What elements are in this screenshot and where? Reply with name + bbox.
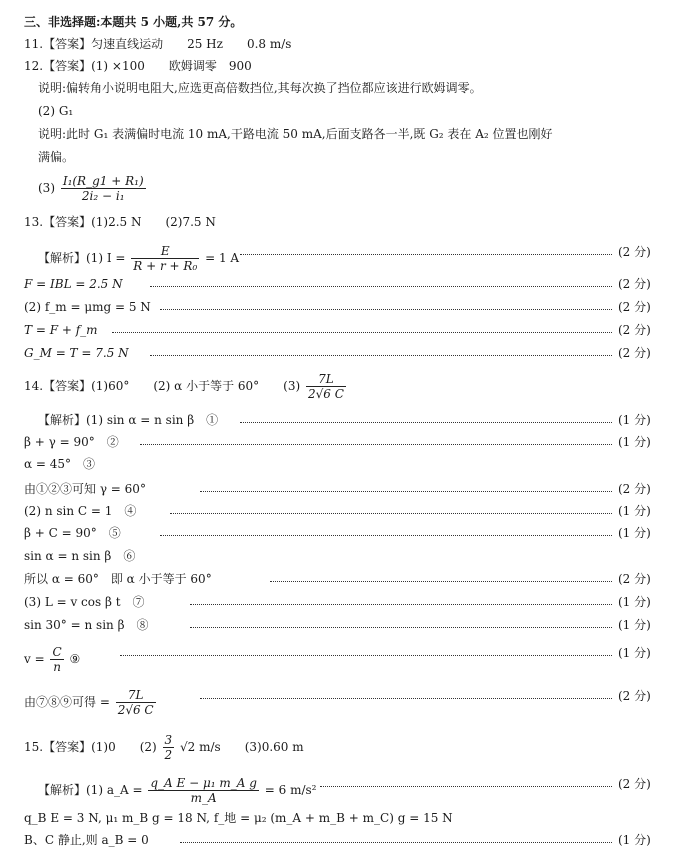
q14-line-4-text: 由①②③可知 γ = 60°	[24, 481, 150, 497]
q15-line-2: q_B E = 3 N, μ₁ m_B g = 18 N, f_地 = μ₂ (m_A + m_B + m_C) g = 15 N	[24, 811, 453, 825]
leader-dots	[140, 438, 612, 445]
q14-line-4-points: (2 分)	[614, 481, 651, 497]
leader-dots	[270, 575, 612, 582]
q13-line-1	[0, 244, 693, 273]
q14-line-9-text: (3) L = v cos β t ⑦	[24, 594, 149, 610]
q14-line-2-points: (1 分)	[614, 434, 651, 450]
q13-line-5-points: (2 分)	[614, 345, 651, 361]
leader-dots	[200, 485, 612, 492]
q14-line-12-denominator: 2√6 C	[117, 703, 154, 717]
q14-line-11-suffix: ⑨	[69, 652, 81, 666]
q12-part-3	[38, 174, 148, 203]
q14-line-1-text: 【解析】(1) sin α = n sin β ①	[38, 412, 222, 428]
q14-line-12-points: (2 分)	[614, 688, 651, 704]
q15-line-3-text: B、C 静止,则 a_B = 0	[24, 832, 153, 848]
q12-answer: 12.【答案】(1) ×100 欧姆调零 900	[24, 59, 252, 73]
q12-note-2a: 说明:此时 G₁ 表满偏时电流 10 mA,干路电流 50 mA,后面支路各一半,既 G₂ 表在 A₂ 位置也刚好	[38, 127, 553, 141]
q13-line-1-text	[38, 244, 243, 273]
q12-note-1: 说明:偏转角小说明电阻大,应选更高倍数挡位,其每次换了挡位都应该进行欧姆调零。	[38, 81, 482, 95]
q15-answer-fraction	[163, 733, 175, 762]
q11-answer: 11.【答案】匀速直线运动 25 Hz 0.8 m/s	[24, 37, 292, 51]
leader-dots	[150, 280, 612, 287]
q15-answer-rest: √2 m/s (3)0.60 m	[180, 740, 304, 754]
q13-line-4-points: (2 分)	[614, 322, 651, 338]
q14-line-11-denominator: n	[53, 660, 61, 674]
q15-line-1-text	[38, 776, 320, 805]
q14-line-1-points: (1 分)	[614, 412, 651, 428]
leader-dots	[190, 621, 612, 628]
q13-line-3-points: (2 分)	[614, 299, 651, 315]
q13-line-2-points: (2 分)	[614, 276, 651, 292]
q15-line-1-numerator: q_A E − μ₁ m_A g	[150, 776, 257, 790]
q14-line-11-fraction	[50, 645, 63, 674]
q15-answer-numerator: 3	[164, 733, 173, 747]
leader-dots	[160, 303, 612, 310]
q13-line-1-points: (2 分)	[614, 244, 651, 260]
q14-line-6-points: (1 分)	[614, 525, 651, 541]
q13-line-3	[0, 299, 693, 315]
q14-line-11-numerator: C	[52, 645, 62, 659]
q14-line-9	[0, 594, 693, 610]
leader-dots	[240, 248, 612, 255]
q14-answer-fraction	[306, 372, 346, 401]
q14-line-7: sin α = n sin β ⑥	[24, 549, 136, 563]
q15-line-1-fraction	[148, 776, 259, 805]
q14-line-11-prefix: v =	[24, 652, 45, 666]
q12-part-3-numerator: I₁(R_g1 + R₁)	[62, 174, 144, 188]
q14-line-4	[0, 481, 693, 497]
q14-answer-numerator: 7L	[306, 372, 346, 387]
q12-part-2: (2) G₁	[38, 104, 74, 118]
q12-note-2b: 满偏。	[38, 150, 75, 164]
q14-line-2-text: β + γ = 90° ②	[24, 434, 123, 450]
q15-line-1-prefix: 【解析】(1) a_A =	[38, 783, 143, 797]
q13-line-1-suffix: = 1 A	[205, 251, 240, 265]
q14-answer-prefix: 14.【答案】(1)60° (2) α 小于等于 60° (3)	[24, 379, 301, 393]
leader-dots	[112, 326, 612, 333]
q13-answer: 13.【答案】(1)2.5 N (2)7.5 N	[24, 215, 216, 229]
q14-line-10-text: sin 30° = n sin β ⑧	[24, 617, 153, 633]
q15-line-3	[0, 832, 693, 848]
q14-line-11-text	[24, 645, 84, 674]
q13-line-1-numerator: E	[131, 244, 199, 259]
q15-line-3-points: (1 分)	[614, 832, 651, 848]
q14-line-11	[0, 645, 693, 674]
leader-dots	[160, 529, 612, 536]
q13-line-1-denominator: R + r + R₀	[133, 259, 198, 273]
q14-line-12-numerator: 7L	[116, 688, 156, 703]
q13-line-1-prefix: 【解析】(1) I =	[38, 251, 126, 265]
q14-line-5-text: (2) n sin C = 1 ④	[24, 503, 140, 519]
q13-line-4-text: T = F + f_m	[24, 322, 102, 338]
leader-dots	[190, 598, 612, 605]
q15-answer	[24, 733, 304, 762]
q14-line-8	[0, 571, 693, 587]
q14-answer	[24, 372, 348, 401]
q13-line-3-text: (2) f_m = μmg = 5 N	[24, 299, 155, 315]
q14-line-5	[0, 503, 693, 519]
q14-line-3: α = 45° ③	[24, 457, 96, 471]
q14-line-10-points: (1 分)	[614, 617, 651, 633]
q14-line-6	[0, 525, 693, 541]
leader-dots	[320, 780, 612, 787]
q14-line-9-points: (1 分)	[614, 594, 651, 610]
q15-line-1-points: (2 分)	[614, 776, 651, 792]
leader-dots	[240, 416, 612, 423]
q14-line-12-text	[24, 688, 162, 717]
q14-line-5-points: (1 分)	[614, 503, 651, 519]
q14-line-12-prefix: 由⑦⑧⑨可得 =	[24, 695, 110, 709]
q14-line-6-text: β + C = 90° ⑤	[24, 525, 125, 541]
q14-line-12-fraction	[116, 688, 156, 717]
q15-line-1	[0, 776, 693, 805]
q13-line-5-text: G_M = T = 7.5 N	[24, 345, 133, 361]
q12-part-3-fraction	[61, 174, 146, 203]
q13-line-2-text: F = IBL = 2.5 N	[24, 276, 127, 292]
q15-answer-prefix: 15.【答案】(1)0 (2)	[24, 740, 157, 754]
section-title: 三、非选择题:本题共 5 小题,共 57 分。	[24, 15, 243, 29]
leader-dots	[200, 692, 612, 699]
q14-line-11-points: (1 分)	[614, 645, 651, 661]
q15-line-1-denominator: m_A	[190, 791, 217, 805]
q14-line-10	[0, 617, 693, 633]
q15-line-1-suffix: = 6 m/s²	[264, 783, 317, 797]
q14-line-8-points: (2 分)	[614, 571, 651, 587]
leader-dots	[120, 649, 612, 656]
q13-line-4	[0, 322, 693, 338]
q13-line-5	[0, 345, 693, 361]
leader-dots	[170, 507, 612, 514]
leader-dots	[180, 836, 612, 843]
q12-part-3-denominator: 2i₂ − i₁	[81, 189, 125, 203]
q13-line-1-fraction	[131, 244, 199, 273]
leader-dots	[150, 349, 612, 356]
q14-answer-denominator: 2√6 C	[308, 387, 344, 401]
q14-line-8-text: 所以 α = 60° 即 α 小于等于 60°	[24, 571, 216, 587]
q14-line-12	[0, 688, 693, 717]
q15-answer-denominator: 2	[164, 748, 173, 762]
q14-line-1	[0, 412, 693, 428]
q13-line-2	[0, 276, 693, 292]
q12-part-3-prefix: (3)	[38, 181, 55, 195]
q14-line-2	[0, 434, 693, 450]
